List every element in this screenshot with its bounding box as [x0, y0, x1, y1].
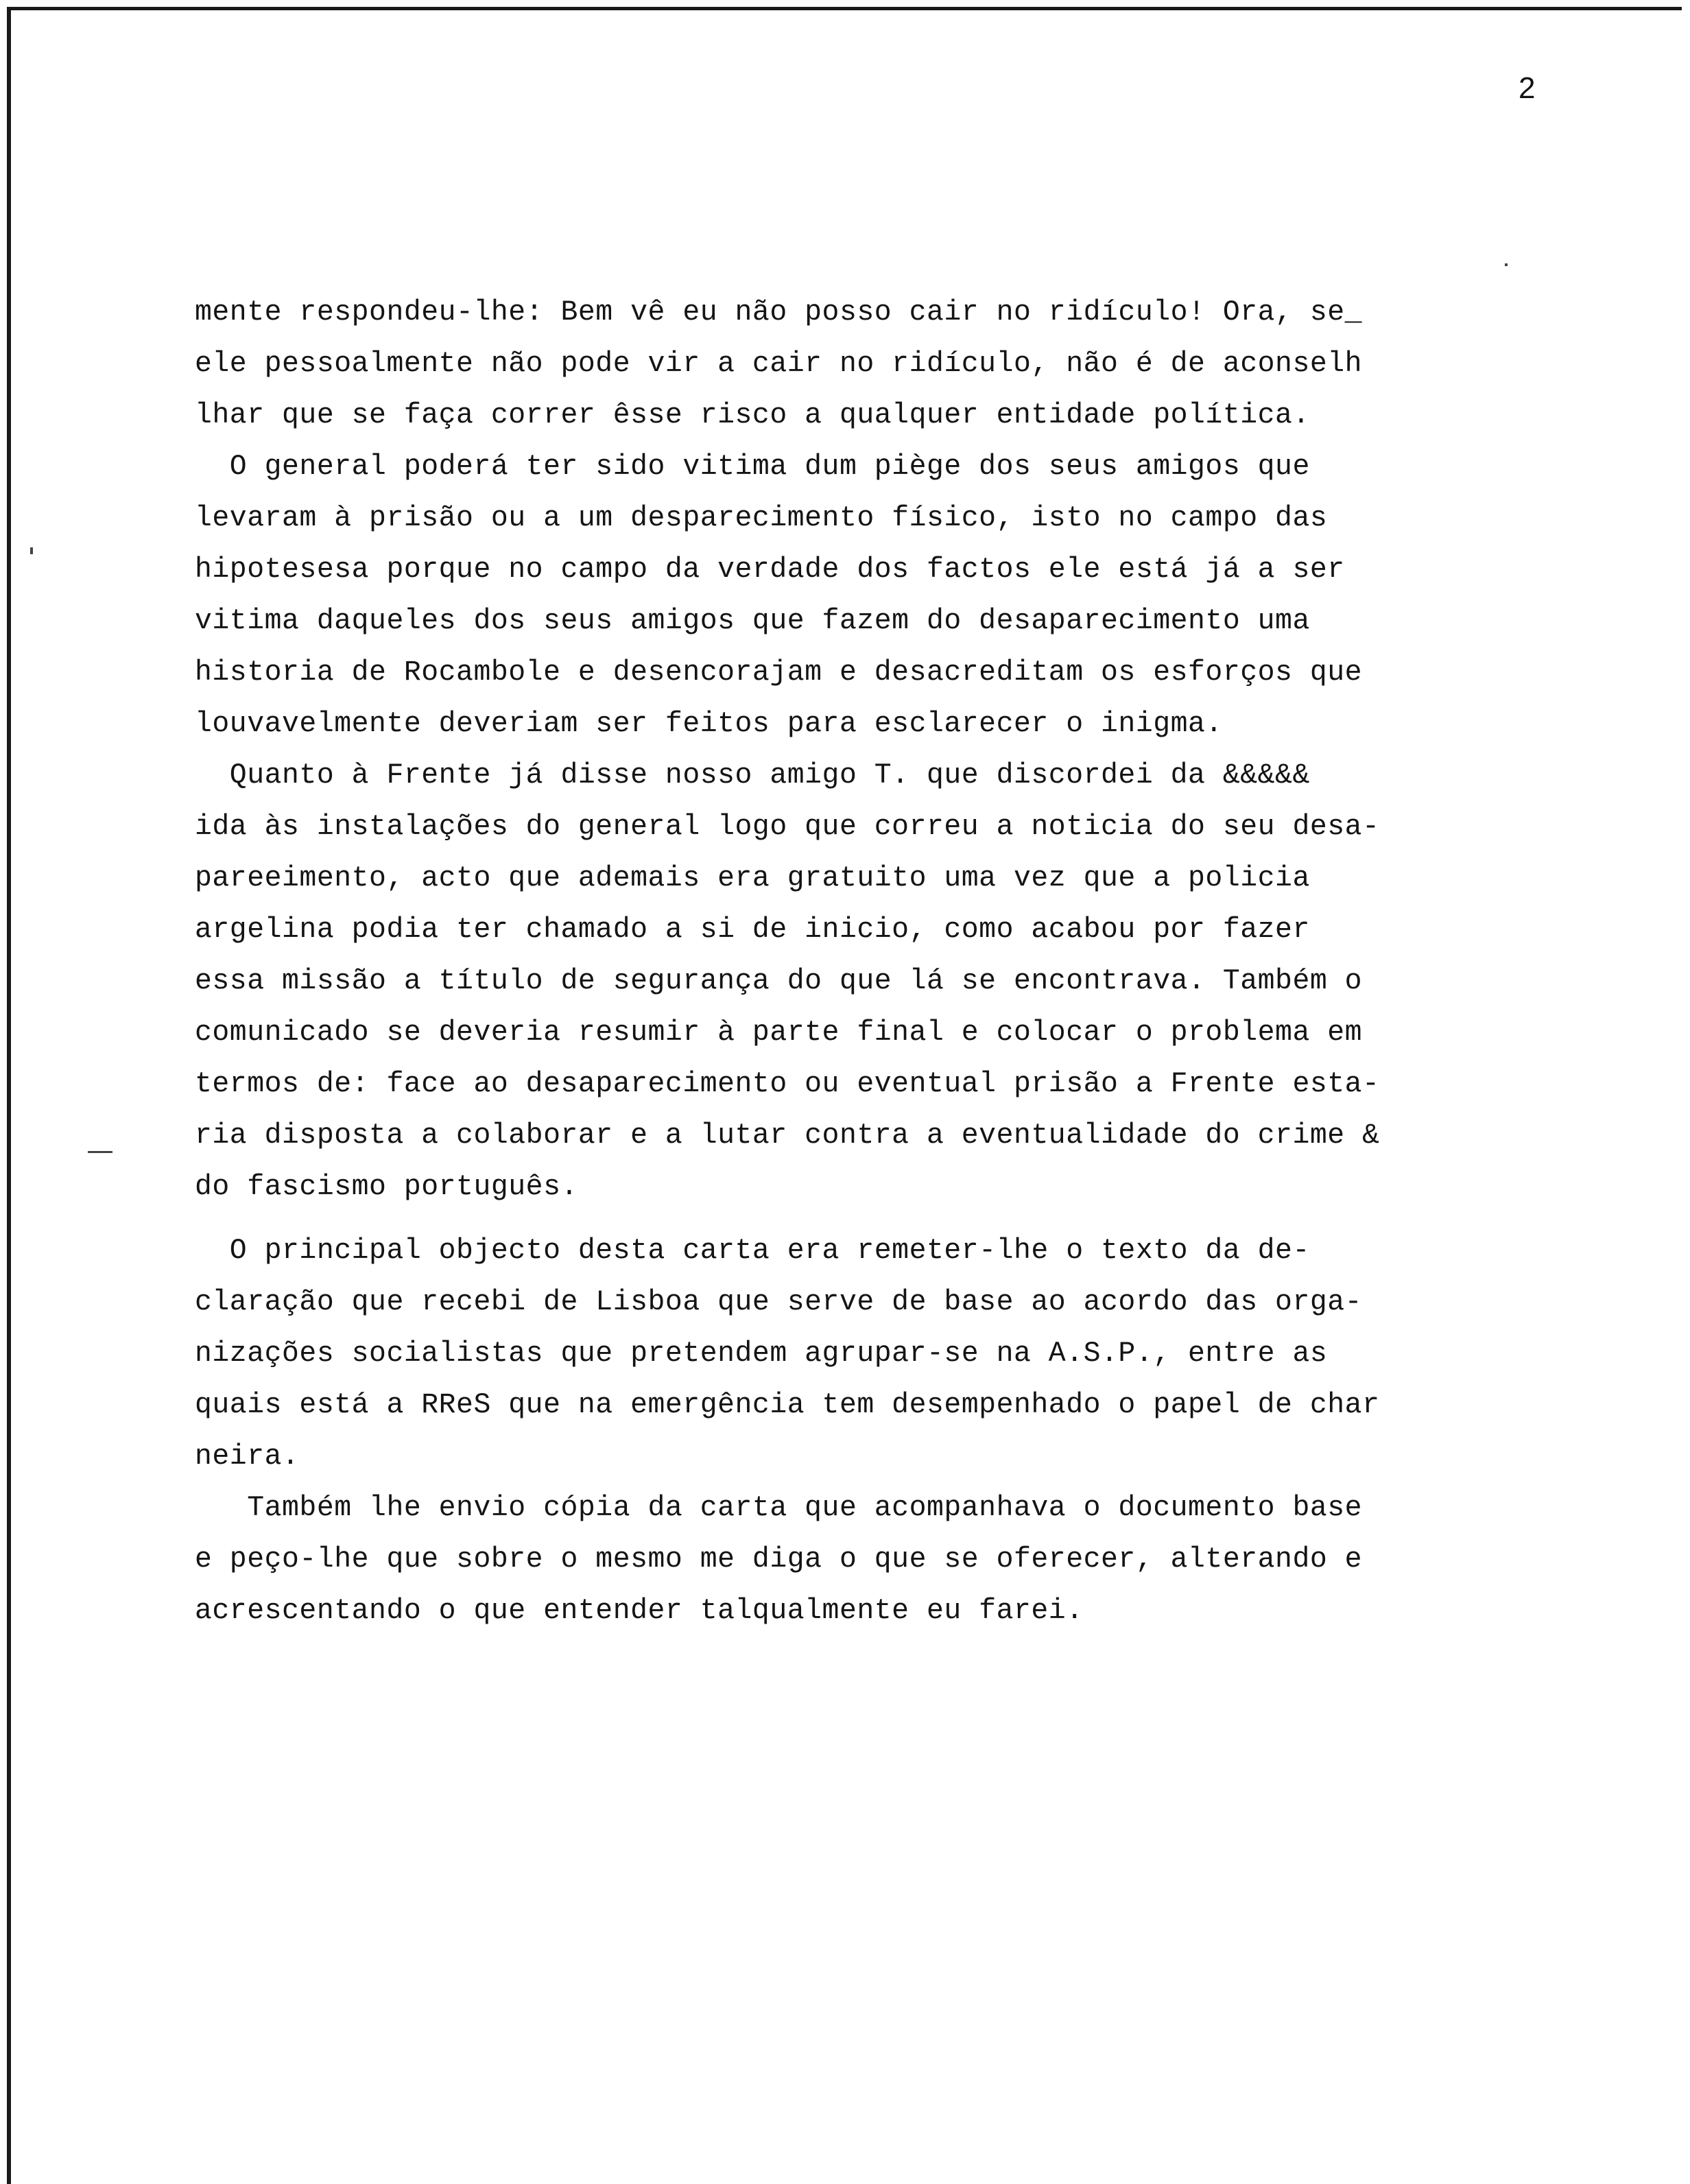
text-line: Quanto à Frente já disse nosso amigo T. que discordei da &&&&&: [195, 759, 1310, 792]
scan-top-edge: [8, 7, 1682, 10]
text-line: quais está a RReS que na emergência tem desempenhado o papel de char: [195, 1389, 1380, 1421]
text-line: termos de: face ao desaparecimento ou eventual prisão a Frente esta-: [195, 1068, 1380, 1100]
text-line: O principal objecto desta carta era remeter-lhe o texto da de-: [195, 1235, 1310, 1267]
scan-left-edge: [7, 7, 11, 2184]
text-line: ida às instalações do general logo que correu a noticia do seu desa-: [195, 811, 1380, 843]
text-line: pareeimento, acto que ademais era gratuito uma vez que a policia: [195, 862, 1310, 894]
text-line: neira.: [195, 1440, 300, 1473]
text-line: lhar que se faça correr êsse risco a qualquer entidade política.: [195, 399, 1310, 431]
text-line: do fascismo português.: [195, 1171, 578, 1203]
text-line: Também lhe envio cópia da carta que acompanhava o documento base: [195, 1492, 1363, 1524]
text-line: claração que recebi de Lisboa que serve de base ao acordo das orga-: [195, 1286, 1363, 1318]
text-line: comunicado se deveria resumir à parte final e colocar o problema em: [195, 1017, 1363, 1049]
scan-speck: [30, 547, 33, 554]
letter-body: [195, 287, 1621, 1637]
text-line: louvavelmente deveriam ser feitos para esclarecer o inigma.: [195, 708, 1223, 740]
text-line: e peço-lhe que sobre o mesmo me diga o que se oferecer, alterando e: [195, 1543, 1363, 1576]
text-line: ria disposta a colaborar e a lutar contra a eventualidade do crime &: [195, 1119, 1380, 1152]
scan-speck: [1505, 263, 1508, 266]
text-line: hipotesesa porque no campo da verdade dos factos ele está já a ser: [195, 554, 1345, 586]
scan-speck: [88, 1151, 112, 1153]
text-line: argelina podia ter chamado a si de inicio, como acabou por fazer: [195, 914, 1310, 946]
text-line: levaram à prisão ou a um desparecimento físico, isto no campo das: [195, 502, 1328, 534]
text-line: vitima daqueles dos seus amigos que fazem do desaparecimento uma: [195, 605, 1310, 637]
text-line: nizações socialistas que pretendem agrupar-se na A.S.P., entre as: [195, 1338, 1328, 1370]
text-line: acrescentando o que entender talqualmente eu farei.: [195, 1595, 1084, 1627]
text-line: O general poderá ter sido vitima dum piège dos seus amigos que: [195, 451, 1310, 483]
text-line: essa missão a título de segurança do que lá se encontrava. Também o: [195, 965, 1363, 997]
text-line: historia de Rocambole e desencorajam e desacreditam os esforços que: [195, 656, 1363, 689]
page-number: 2: [1519, 71, 1536, 105]
text-line: ele pessoalmente não pode vir a cair no ridículo, não é de aconselh: [195, 348, 1363, 380]
text-line: mente respondeu-lhe: Bem vê eu não posso cair no ridículo! Ora, se_: [195, 296, 1363, 329]
